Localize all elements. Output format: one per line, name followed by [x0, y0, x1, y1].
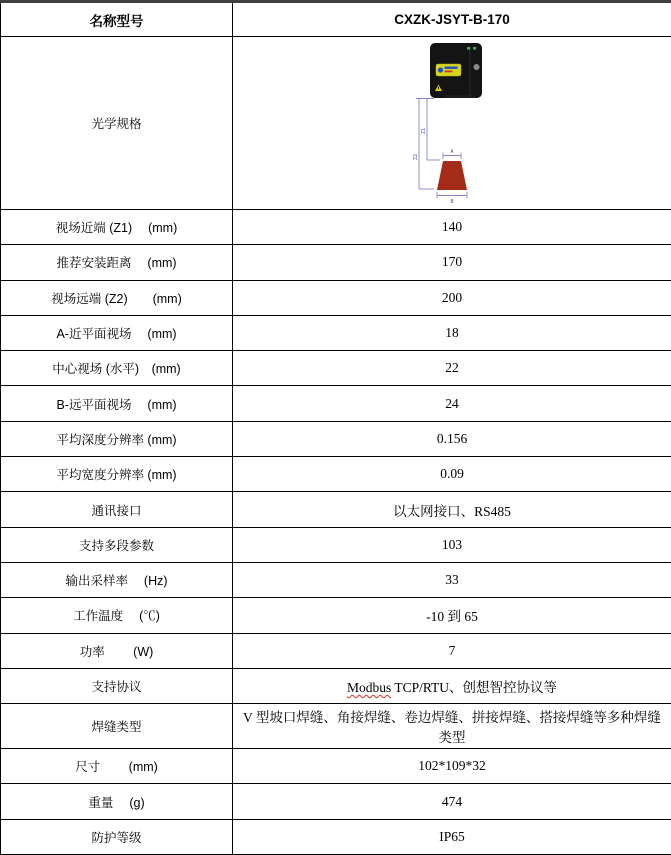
- table-row: [1, 598, 671, 633]
- spec-value: 以太网接口、RS485: [233, 492, 671, 527]
- spec-label: 支持协议: [1, 668, 233, 703]
- table-row: [1, 386, 671, 421]
- dim-label-b: B: [450, 199, 453, 205]
- spec-label: 防护等级: [1, 819, 233, 854]
- device-sticker: [436, 64, 461, 76]
- spec-label: 重量 (g): [1, 784, 233, 819]
- spec-value: 0.09: [233, 457, 671, 492]
- spec-label: 工作温度 (℃): [1, 598, 233, 633]
- optical-spec-label: 光学规格: [1, 37, 233, 210]
- spec-value: 24: [233, 386, 671, 421]
- spec-label: 支持多段参数: [1, 527, 233, 562]
- spec-value: 0.156: [233, 421, 671, 456]
- spec-value: 7: [233, 633, 671, 668]
- header-name-label: 名称型号: [1, 2, 233, 37]
- dim-label-z2: Z2: [413, 154, 419, 160]
- table-row: [1, 784, 671, 819]
- spec-value: 474: [233, 784, 671, 819]
- table-row: [1, 562, 671, 597]
- table-row: [1, 210, 671, 245]
- table-row: [1, 819, 671, 854]
- optical-spec-row: [1, 37, 671, 210]
- spec-label: 通讯接口: [1, 492, 233, 527]
- spec-rows-body: [1, 210, 671, 855]
- table-row: [1, 351, 671, 386]
- spec-label: 平均深度分辨率 (mm): [1, 421, 233, 456]
- spec-value: 170: [233, 245, 671, 280]
- spec-value: 22: [233, 351, 671, 386]
- table-row: [1, 527, 671, 562]
- spec-label: 视场近端 (Z1) (mm): [1, 210, 233, 245]
- spec-label: 输出采样率 (Hz): [1, 562, 233, 597]
- spec-value: V 型坡口焊缝、角接焊缝、卷边焊缝、拼接焊缝、搭接焊缝等多种焊缝类型: [233, 704, 671, 749]
- table-row: [1, 668, 671, 703]
- spec-value: 200: [233, 280, 671, 315]
- spec-value: 33: [233, 562, 671, 597]
- spec-label: 平均宽度分辨率 (mm): [1, 457, 233, 492]
- table-row: [1, 492, 671, 527]
- connector-icon: [474, 64, 480, 70]
- spec-label: 视场远端 (Z2) (mm): [1, 280, 233, 315]
- spec-label: B-远平面视场 (mm): [1, 386, 233, 421]
- spec-label: 推荐安装距离 (mm): [1, 245, 233, 280]
- header-model: CXZK-JSYT-B-170: [233, 2, 671, 37]
- spec-label: A-近平面视场 (mm): [1, 315, 233, 350]
- spec-value: -10 到 65: [233, 598, 671, 633]
- dim-label-z1: Z1: [421, 128, 427, 134]
- spec-value: Modbus TCP/RTU、创想智控协议等: [233, 668, 671, 703]
- sensor-device-illustration: [430, 43, 482, 98]
- spec-label: 功率 (W): [1, 633, 233, 668]
- sensor-fov-diagram: [390, 39, 514, 207]
- table-row: [1, 315, 671, 350]
- fov-trapezoid: [437, 161, 467, 190]
- table-row: [1, 633, 671, 668]
- spec-value: IP65: [233, 819, 671, 854]
- table-row: [1, 457, 671, 492]
- table-header-row: [1, 2, 671, 37]
- optical-diagram-cell: [233, 37, 671, 210]
- table-row: [1, 704, 671, 749]
- spec-value: 102*109*32: [233, 749, 671, 784]
- spellcheck-underlined-text: Modbus: [347, 680, 391, 695]
- spec-value: 140: [233, 210, 671, 245]
- spec-label: 焊缝类型: [1, 704, 233, 749]
- table-row: [1, 421, 671, 456]
- table-row: [1, 749, 671, 784]
- dim-label-a: A: [450, 149, 453, 155]
- spec-value: 103: [233, 527, 671, 562]
- table-row: [1, 280, 671, 315]
- spec-label: 尺寸 (mm): [1, 749, 233, 784]
- table-row: [1, 245, 671, 280]
- spec-value: 18: [233, 315, 671, 350]
- spec-label: 中心视场 (水平) (mm): [1, 351, 233, 386]
